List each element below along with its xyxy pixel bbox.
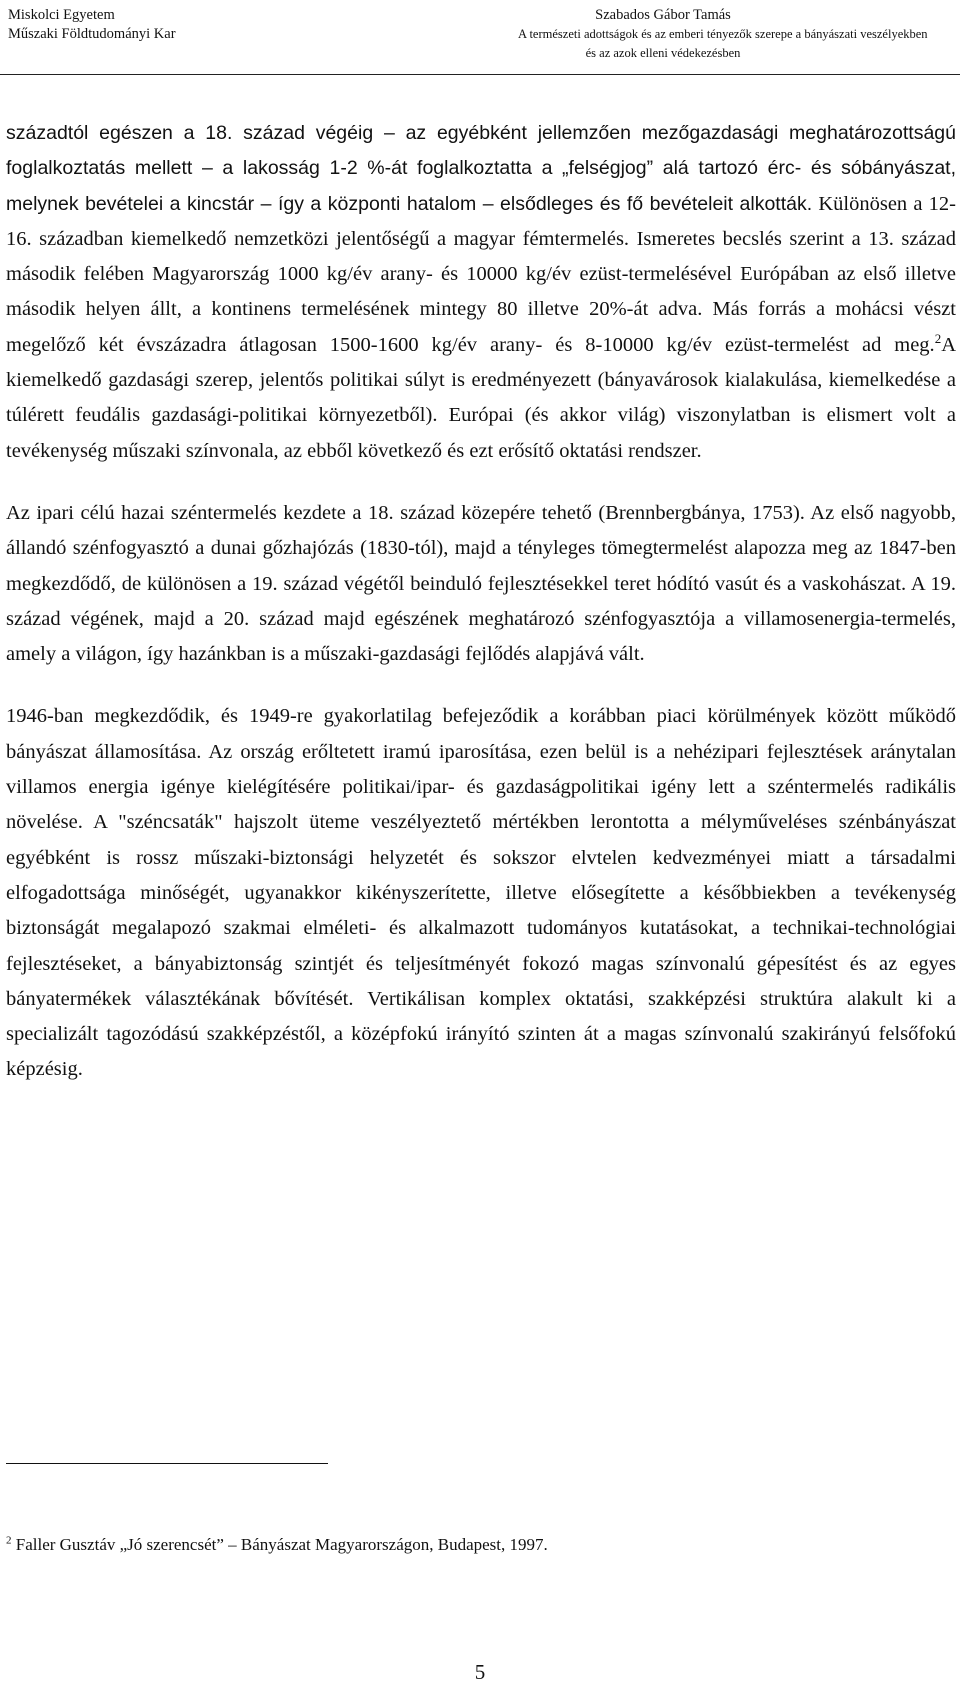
paragraph-1-part-a: Különösen a 12-16. században kiemelkedő nemzetközi jelentőségű a magyar fémtermelés. Ismeretes becslés szerint a 13. század második felében Magyarország 1000 kg/év arany- és 10000 kg/év ezüst-termelésével Európában az első illetve második helyen állt, a kontinens termelésének mintegy 80 illetve 20%-át adva. Más forrás a mohácsi vészt megelőző két évszázadra átlagosan 1500-1600 kg/év arany- és 8-10000 kg/év ezüst-termelést ad meg. [6,192,956,356]
header-university: Miskolci Egyetem [8,7,115,23]
header-author: Szabados Gábor Tamás [595,7,731,23]
page-header [0,0,960,75]
paragraph-1-sans-part: századtól egészen a 18. század végéig – az egyébként jellemzően mezőgazdasági meghatározottságú foglalkoztatás mellett – a lakosság 1-2 %-át foglalkoztatta a „felségjog” alá tartozó érc- és sóbányászat, melynek bevételei a kincstár – így a központi hatalom – elsődleges és fő bevételeit alkották. [6,122,956,215]
header-title-line2: és az azok elleni védekezésben [585,46,741,60]
body-text [6,116,956,1115]
paragraph-3: 1946-ban megkezdődik, és 1949-re gyakorlatilag befejeződik a korábban piaci körülmények között működő bányászat államosítása. Az ország erőltetett iramú iparosítása, ezen belül is a nehézipari fejlesztések aránytalan villamos energia igénye kielégítésére politikai/ipar- és gazdaságpolitikai igény lett a széntermelés radikális növelése. A "széncsaták" hajszolt üteme veszélyeztető mértékben lerontotta a mélyműveléses szénbányászat egyébként is rossz műszaki-biztonsági helyzetét és sokszor elvtelen kedvezményei miatt a társadalmi elfogadottsága minőségét, ugyanakkor kikényszerítette, illetve elősegítette a későbbiekben a tevékenység biztonságát megalapozó szakmai elméleti- és alkalmazott tudományos kutatásokat, a technikai-technológiai fejlesztéseket, a bányabiztonság szintjét és teljesítményét fokozó magas színvonalú gépesítést és az egyes bányatermékek választékának bővítését. Vertikálisan komplex oktatási, szakképzési struktúra alakult ki a specializált tagozódású szakképzéstől, a középfokú irányító szinten át a magas színvonalú szakirányú felsőfokú képzésig. [6,705,956,1081]
paragraph-1 [6,116,956,469]
paragraph-2: Az ipari célú hazai széntermelés kezdete a 18. század közepére tehető (Brennbergbánya, 1753). Az első nagyobb, állandó szénfogyasztó a dunai gőzhajózás (1830-tól), majd a tényleges tömegtermelést alapozza meg az 1847-ben megkezdődő, de különösen a 19. század végétől beinduló fejlesztésekkel teret hódító vasút és a vaskohászat. A 19. század végének, majd a 20. század majd egészének meghatározó szénfogyasztója a villamosenergia-termelés, amely a világon, így hazánkban is a műszaki-gazdasági fejlődés alapjává vált. [6,501,956,666]
header-institution [8,6,176,44]
page-number: 5 [474,1660,486,1684]
footnote-ref[interactable]: 2 [934,330,942,346]
footnote-separator [6,1463,328,1464]
header-title-line1: A természeti adottságok és az emberi tényezők szerepe a bányászati veszélyekben [518,27,928,41]
header-rule [0,74,960,75]
header-faculty: Műszaki Földtudományi Kar [8,26,176,42]
paragraph-1-part-b: A kiemelkedő gazdasági szerep, jelentős politikai súlyt is eredményezett (bányavárosok kialakulása, kiemelkedése a túlérett feudális gazdasági-politikai környezetből). Európai (és akkor világ) viszonylatban is elismert volt a tevékenység műszaki színvonala, az ebből következő és ezt erősítő oktatási rendszer. [6,333,956,462]
footnote [6,1533,548,1557]
footnote-text: Faller Gusztáv „Jó szerencsét” – Bányászat Magyarországon, Budapest, 1997. [11,1535,548,1554]
header-author-title [518,6,928,63]
footnote-number: 2 [6,1534,12,1547]
